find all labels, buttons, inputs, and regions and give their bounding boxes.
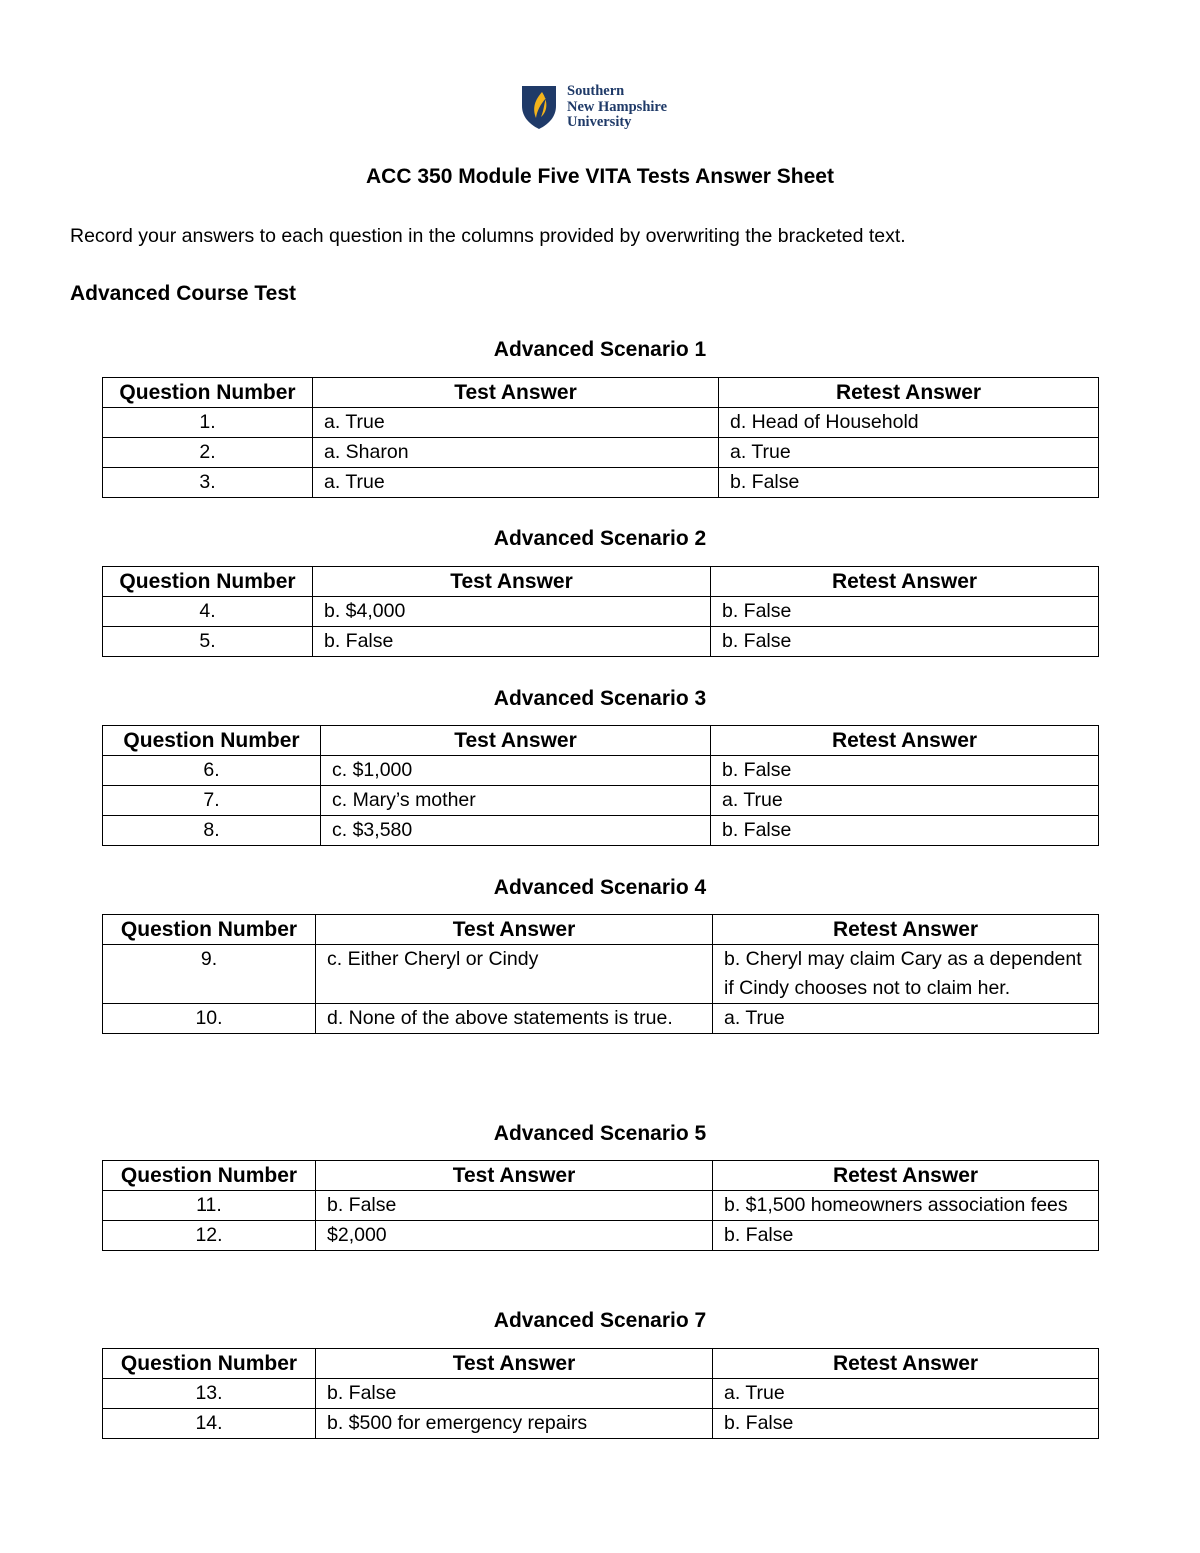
test-answer-cell[interactable]: d. None of the above statements is true. [316,1004,713,1034]
test-answer-cell[interactable]: $2,000 [316,1221,713,1251]
retest-answer-cell[interactable]: b. False [711,627,1099,657]
logo-wordmark [567,84,667,131]
logo-line-2: New Hampshire [567,98,668,115]
document-title: ACC 350 Module Five VITA Tests Answer Sheet [366,165,834,188]
question-number-cell: 1. [103,408,313,438]
retest-answer-cell[interactable]: b. False [711,756,1099,786]
test-answer-header: Test Answer [316,1349,713,1379]
table-row [103,1409,1099,1439]
question-number-cell: 6. [103,756,321,786]
question-number-header: Question Number [103,1349,316,1379]
retest-answer-header: Retest Answer [713,1161,1099,1191]
test-answer-cell[interactable]: c. $3,580 [321,816,711,846]
table-row [103,468,1099,498]
retest-answer-header: Retest Answer [713,915,1099,945]
table-header-row [103,1161,1099,1191]
retest-answer-cell[interactable]: d. Head of Household [719,408,1099,438]
retest-answer-cell[interactable]: a. True [713,1004,1099,1034]
retest-answer-cell[interactable]: a. True [713,1379,1099,1409]
table-row [103,1004,1099,1034]
scenario-title: Advanced Scenario 3 [493,687,707,710]
test-answer-header: Test Answer [321,726,711,756]
table-row [103,408,1099,438]
shield-flame-icon [520,84,558,130]
question-number-cell: 13. [103,1379,316,1409]
scenario-title: Advanced Scenario 5 [493,1122,707,1145]
test-answer-cell[interactable]: a. True [313,468,719,498]
retest-answer-cell[interactable]: a. True [711,786,1099,816]
test-answer-cell[interactable]: b. $500 for emergency repairs [316,1409,713,1439]
retest-answer-cell[interactable]: b. False [711,816,1099,846]
logo-line-1: Southern [567,83,625,99]
table-header-row [103,378,1099,408]
question-number-cell: 14. [103,1409,316,1439]
question-number-cell: 5. [103,627,313,657]
test-answer-cell[interactable]: c. Mary’s mother [321,786,711,816]
test-answer-header: Test Answer [316,1161,713,1191]
answer-table [102,566,1099,657]
question-number-cell: 9. [103,945,316,1004]
test-answer-header: Test Answer [316,915,713,945]
question-number-cell: 8. [103,816,321,846]
question-number-cell: 3. [103,468,313,498]
test-answer-header: Test Answer [313,567,711,597]
retest-answer-cell[interactable]: b. False [719,468,1099,498]
section-heading: Advanced Course Test [70,282,297,305]
retest-answer-header: Retest Answer [711,567,1099,597]
question-number-cell: 12. [103,1221,316,1251]
test-answer-cell[interactable]: b. False [316,1191,713,1221]
test-answer-cell[interactable]: b. False [316,1379,713,1409]
answer-table [102,1348,1099,1439]
question-number-cell: 11. [103,1191,316,1221]
question-number-header: Question Number [103,378,313,408]
answer-table [102,725,1099,846]
test-answer-header: Test Answer [313,378,719,408]
question-number-header: Question Number [103,726,321,756]
table-row [103,627,1099,657]
table-row [103,1221,1099,1251]
table-row [103,816,1099,846]
logo-line-3: University [567,114,632,130]
test-answer-cell[interactable]: c. $1,000 [321,756,711,786]
scenario-title: Advanced Scenario 7 [493,1309,707,1332]
table-row [103,756,1099,786]
table-row [103,1379,1099,1409]
test-answer-cell[interactable]: b. $4,000 [313,597,711,627]
answer-table [102,1160,1099,1251]
scenario-title: Advanced Scenario 4 [493,876,707,899]
table-header-row [103,1349,1099,1379]
table-header-row [103,567,1099,597]
retest-answer-cell[interactable]: b. $1,500 homeowners association fees [713,1191,1099,1221]
table-row [103,597,1099,627]
answer-table [102,914,1099,1034]
test-answer-cell[interactable]: a. Sharon [313,438,719,468]
table-row [103,786,1099,816]
question-number-cell: 4. [103,597,313,627]
university-logo [520,84,690,132]
answer-table [102,377,1099,498]
scenario-title: Advanced Scenario 2 [493,527,707,550]
question-number-cell: 2. [103,438,313,468]
instructions-text: Record your answers to each question in the columns provided by overwriting the bracketed text. [70,225,906,247]
question-number-header: Question Number [103,915,316,945]
table-header-row [103,915,1099,945]
retest-answer-cell[interactable]: b. False [713,1409,1099,1439]
question-number-cell: 7. [103,786,321,816]
retest-answer-cell[interactable]: a. True [719,438,1099,468]
retest-answer-cell[interactable]: b. False [713,1221,1099,1251]
scenario-title: Advanced Scenario 1 [493,338,707,361]
question-number-cell: 10. [103,1004,316,1034]
retest-answer-cell[interactable]: b. False [711,597,1099,627]
question-number-header: Question Number [103,567,313,597]
test-answer-cell[interactable]: b. False [313,627,711,657]
test-answer-cell[interactable]: c. Either Cheryl or Cindy [316,945,713,1004]
retest-answer-cell[interactable]: b. Cheryl may claim Cary as a dependent if Cindy chooses not to claim her. [713,945,1099,1004]
test-answer-cell[interactable]: a. True [313,408,719,438]
retest-answer-header: Retest Answer [719,378,1099,408]
table-row [103,945,1099,1004]
table-row [103,438,1099,468]
retest-answer-header: Retest Answer [711,726,1099,756]
table-header-row [103,726,1099,756]
question-number-header: Question Number [103,1161,316,1191]
retest-answer-header: Retest Answer [713,1349,1099,1379]
table-row [103,1191,1099,1221]
